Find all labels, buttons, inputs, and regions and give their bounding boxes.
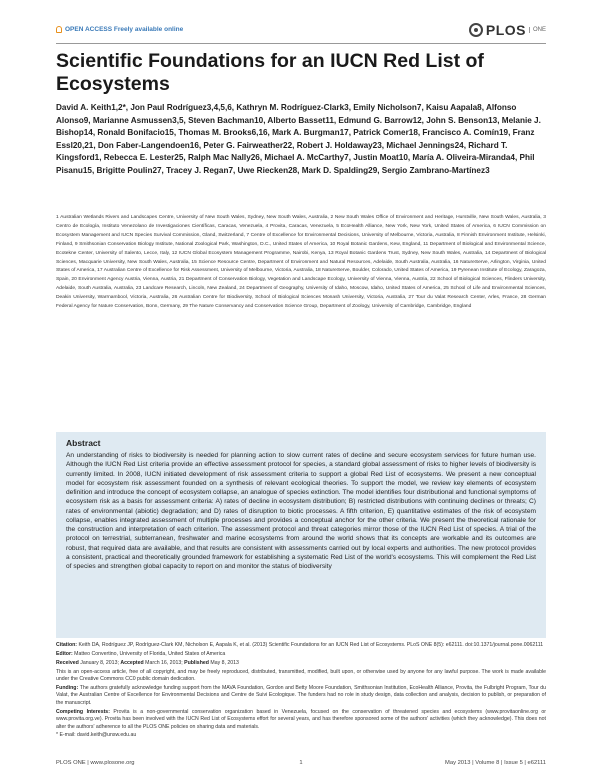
accepted-label: Accepted xyxy=(120,659,144,666)
received-label: Received xyxy=(56,659,79,666)
editor-text: Matteo Convertino, University of Florida, United States of America xyxy=(74,650,226,657)
abstract-body: An understanding of risks to biodiversity is needed for planning action to slow current rates of decline and secure ecosystem services for future human use. Although the IUCN Red List criteria provide an effective assessment protocol for species, a standard global assessment of risks to higher levels of biodiversity is currently limited. In 2008, IUCN initiated development of risk assessment criteria to support a global Red List of ecosystems. We present a new conceptual model for ecosystem risk assessment founded on a synthesis of relevant ecological theories. To support the model, we review key elements of ecosystem definition and introduce the concept of ecosystem collapse, an analogue of species extinction. The model identifies four distributional and functional symptoms of ecosystem risk as a basis for assessment criteria: A) rates of decline in ecosystem distribution; B) restricted distributions with continuing declines or threats; C) rates of environmental (abiotic) degradation; and D) rates of disruption to biotic processes. A fifth criterion, E) quantitative estimates of the risk of ecosystem collapse, enables integrated assessment of multiple processes and provides a conceptual anchor for the other criteria. We present the theoretical rationale for the construction and interpretation of each criterion. The assessment protocol and threat categories mirror those of the IUCN Red List of species. A trial of the protocol on terrestrial, subterranean, freshwater and marine ecosystems from around the world shows that its concepts are workable and its outcomes are robust, that required data are available, and that results are consistent with assessments carried out by local experts and authorities. The new protocol provides a consistent, practical and theoretically grounded framework for establishing a systematic Red List of the world's ecosystems. This will complement the Red List of species and strengthen global capacity to report on and monitor the status of biodiversity xyxy=(66,452,536,570)
published-label: Published xyxy=(184,659,209,666)
competing-text: Provita is a non-governmental conservation organization based in Venezuela, focused on the conservation of threatened species and ecosystems (www.provitaonline.org or www.provita.org.ve). Provita has been involved with the IUCN Red List of Ecosystems effort for several years, and has therefore sponsored some of the authors' activities (which they acknowledge). This does not alter the authors' adherence to all the PLOS ONE policies on sharing data and materials. xyxy=(56,708,546,730)
plos-logo-icon xyxy=(469,23,483,37)
paper-title: Scientific Foundations for an IUCN Red List of Ecosystems xyxy=(56,50,484,95)
accepted-date: March 16, 2013; xyxy=(145,659,183,666)
open-access-label: OPEN ACCESS Freely available online xyxy=(65,26,184,33)
plos-journal-sub: ONE xyxy=(529,27,546,33)
competing-line xyxy=(56,709,546,731)
citation-text: Keith DA, Rodríguez JP, Rodríguez-Clark KM, Nicholson E, Aapala K, et al. (2013) Scientific Foundations for an IUCN Red List of Ecosystems. PLoS ONE 8(5): e62111. doi:10.1371/journal.pone.0062111 xyxy=(78,642,544,648)
citation-label: Citation: xyxy=(56,642,78,648)
plos-one-logo xyxy=(469,22,546,38)
affiliations: 1 Australian Wetlands Rivers and Landscapes Centre, University of New South Wales, Sydney, New South Wales, Australia, 2 New South Wales Office of Environment and Heritage, Hurstville, New South Wales, Australia, 3 Centro de Ecología, Instituto Venezolano de Investigaciones Científicas, Caracas, Venezuela, 4 Provita, Caracas, Venezuela, 5 EcoHealth Alliance, New York, New York, United States of America, 6 IUCN Commission on Ecosystem Management and IUCN Species Survival Commission, Gland, Switzerland, 7 Centre of Excellence for Environmental Decisions, University of Melbourne, Victoria, Australia, 8 Finnish Environment Institute, Helsinki, Finland, 9 Smithsonian Conservation Biology Institute, National Zoological Park, Washington, D.C., United States of America, 10 Royal Botanic Gardens, Kew, England, 11 Department of Biological and Environmental Science, Ecotekne Center, University of Salento, Lecce, Italy, 12 IUCN Global Ecosystem Management Programme, Nairobi, Kenya, 13 Royal Botanic Gardens Trust, Sydney, New South Wales, Australia, 14 Department of Biological Sciences, Macquarie University, New South Wales, Australia, 15 Science Resource Centre, Department of Environment and Natural Resources, Adelaide, South Australia, Australia, 16 NatureServe, Arlington, Virginia, United States of America, 17 Australian Centre of Excellence for Risk Assessment, University of Melbourne, Victoria, Australia, 18 NatureServe, Boulder, Colorado, United States of America, 19 Pyrenean Institute of Ecology, Zaragoza, Spain, 20 Environment Agency Austria, Vienna, Austria, 21 Department of Conservation Biology, Vegetation and Landscape Ecology, University of Vienna, Vienna, Austria, 22 School of Biological Sciences, Flinders University, Adelaide, South Australia, Australia, 23 Landcare Research, Lincoln, New Zealand, 24 Department of Geography, University of Idaho, Moscow, Idaho, United States of America, 25 School of Life and Environmental Sciences, Deakin University, Warrnambool, Victoria, Australia, 26 Australian Centre for Biodiversity, School of Biological Sciences Monash University, Victoria, Australia, 27 Tour du Valat Research Center, Arles, France, 28 German Federal Agency for Nature Conservation, Bonn, Germany, 29 The Nature Conservancy and Conservation Science Group, Department of Zoology, University of Cambridge, Cambridge, England xyxy=(56,215,546,310)
author-list: David A. Keith1,2*, Jon Paul Rodríguez3,4,5,6, Kathryn M. Rodríguez-Clark3, Emily Nicholson7, Kaisu Aapala8, Alfonso Alonso9, Marianne Asmussen3,5, Steven Bachman10, Alberto Basset11, Edmund G. Barrow12, John S. Benson13, Melanie J. Bishop14, Ronald Bonifacio15, Thomas M. Brooks6,16, Mark A. Burgman17, Patrick Comer18, Francisco A. Comín19, Franz Essl20,21, Don Faber-Langendoen16, Peter G. Fairweather22, Robert J. Holdaway23, Michael Jennings24, Richard T. Kingsford1, Rebecca E. Lester25, Ralph Mac Nally26, Michael A. McCarthy7, Justin Moat10, María A. Oliveira-Miranda4, Phil Pisanu15, Brigitte Poulin27, Tracey J. Regan7, Uwe Riecken28, Mark D. Spalding29, Sergio Zambrano-Martínez3 xyxy=(56,103,541,175)
editor-line xyxy=(56,651,546,658)
open-access-lock-icon xyxy=(56,26,62,33)
plos-wordmark: PLOS xyxy=(485,22,526,38)
open-access-banner xyxy=(56,26,183,33)
funding-text: The authors gratefully acknowledge funding support from the MAVA Foundation, Gordon and Betty Moore Foundation, Smithsonian Institution, EcoHealth Alliance, Provita, the Fulbright Program, Tour du Valat, the Australian Centre of Excellence for Environmental Decisions and Centre de Suivi Ecologique. The funders had no role in study design, data collection and analysis, decision to publish, or preparation of the manuscript. xyxy=(56,685,546,706)
funding-line xyxy=(56,685,546,707)
citation-line xyxy=(56,642,546,649)
editor-label: Editor: xyxy=(56,650,73,657)
page-number: 1 xyxy=(299,760,303,766)
article-metadata xyxy=(56,642,546,741)
corresponding-email[interactable]: * E-mail: david.keith@unsw.edu.au xyxy=(56,732,137,739)
received-date: January 8, 2013; xyxy=(80,659,119,666)
abstract-section xyxy=(56,432,546,638)
published-date: May 8, 2013 xyxy=(210,659,239,666)
funding-label: Funding: xyxy=(56,685,79,692)
competing-label: Competing Interests: xyxy=(56,708,110,715)
license-text: This is an open-access article, free of all copyright, and may be freely reproduced, distributed, transmitted, modified, built upon, or otherwise used by anyone for any lawful purpose. The work is made available under the Creative Commons CC0 public domain dedication. xyxy=(56,668,546,683)
footer-journal-url[interactable]: PLOS ONE | www.plosone.org xyxy=(56,760,135,766)
header-divider xyxy=(56,43,546,44)
journal-header xyxy=(56,20,546,42)
abstract-heading: Abstract xyxy=(66,438,101,448)
dates-line xyxy=(56,660,546,667)
footer-issue-info: May 2013 | Volume 8 | Issue 5 | e62111 xyxy=(445,760,546,766)
